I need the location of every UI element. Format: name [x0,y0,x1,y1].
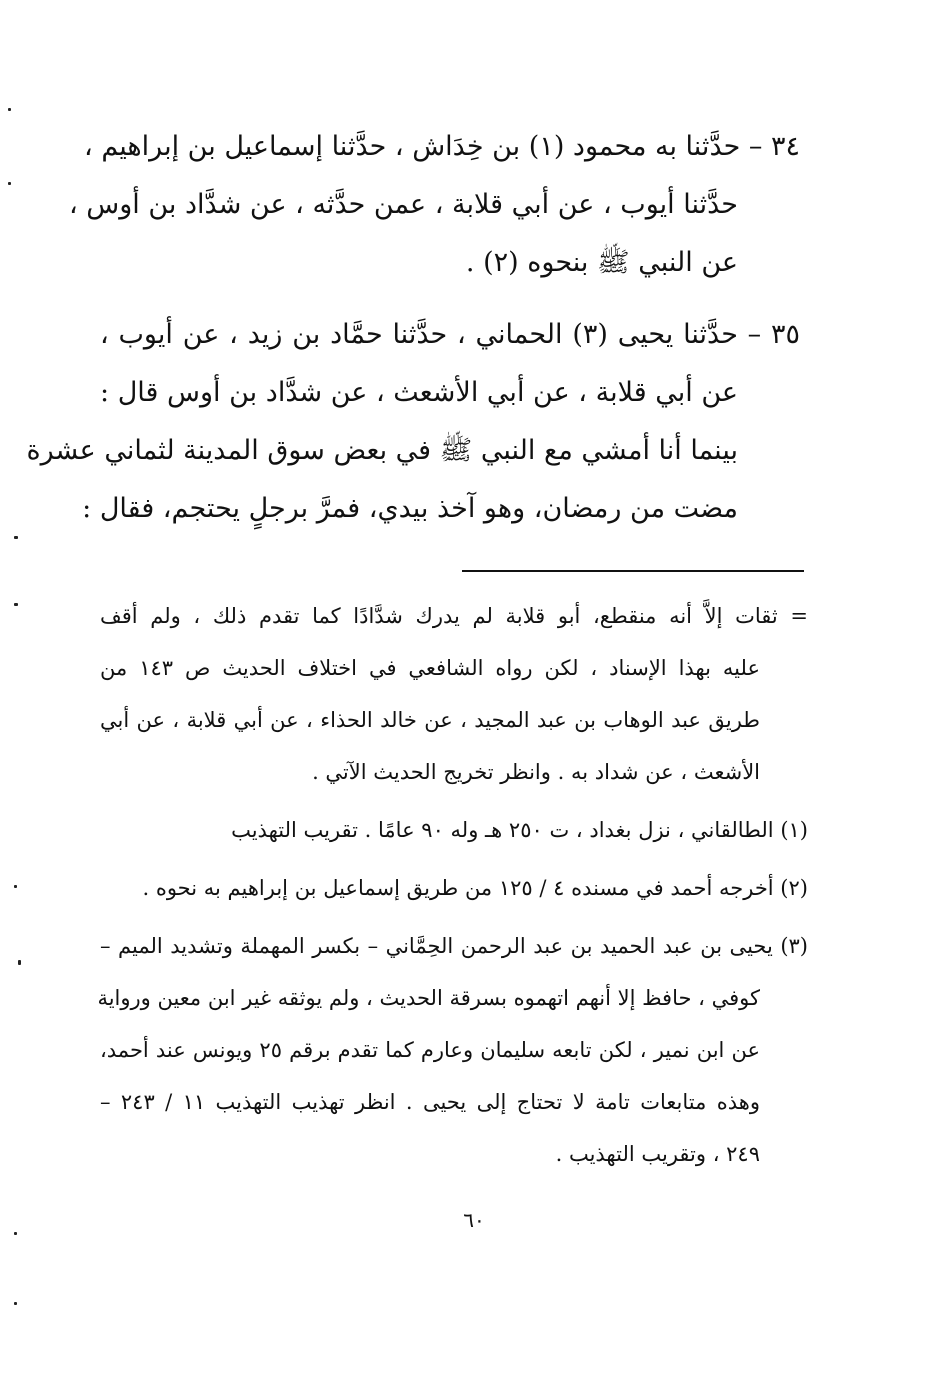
footnote-continued [100,590,808,798]
text-line: عن النبي ﷺ بنحوه (٢) . [465,247,738,278]
footnote-line: عليه بهذا الإسناد ، لكن رواه الشافعي في اختلاف الحديث ص ١٤٣ من [100,656,760,680]
hadith-35 [26,306,801,538]
footnote-line: وهذه متابعات تامة لا تحتاج إلى يحيى . انظر تهذيب التهذيب ١١ / ٢٤٣ – [100,1090,760,1114]
scan-speck [18,960,21,965]
scan-speck [14,1232,17,1235]
footnote-line: كوفي ، حافظ إلا أنهم اتهموه بسرقة الحديث ، ولم يوثقه غير ابن معين ورواية [97,986,760,1010]
scan-speck [8,182,11,185]
footnote-3 [97,920,808,1180]
footnote-line: (٣) يحيى بن عبد الحميد بن عبد الرحمن الحِمَّاني – بكسر المهملة وتشديد الميم – [100,934,808,958]
text-line: حدَّثنا أيوب ، عن أبي قلابة ، عمن حدَّثه ، عن شدَّاد بن أوس ، [68,189,738,220]
footnote-line: عن ابن نمير ، لكن تابعه سليمان وعارم كما تقدم برقم ٢٥ ويونس عند أحمد، [100,1038,760,1062]
text-line: عن أبي قلابة ، عن أبي الأشعث ، عن شدَّاد بن أوس قال : [100,377,738,408]
footnote-line: (٢) أخرجه أحمد في مسنده ٤ / ١٢٥ من طريق إسماعيل بن إبراهيم به نحوه . [142,876,808,900]
hadith-34 [68,118,800,292]
main-text [26,118,801,552]
scan-speck [14,536,18,539]
footnote-line: ٢٤٩ ، وتقريب التهذيب . [555,1142,760,1166]
footnote-line: (١) الطالقاني ، نزل بغداد ، ت ٢٥٠ هـ وله ٩٠ عامًا . تقريب التهذيب [231,818,808,842]
scan-speck [14,885,17,888]
text-line: ٣٤ – حدَّثنا به محمود (١) بن خِدَاش ، حدَّثنا إسماعيل بن إبراهيم ، [84,131,800,162]
footnote-separator [462,570,804,572]
scan-speck [8,108,11,111]
scan-speck [14,603,18,606]
scan-speck [14,1302,17,1305]
footnote-1 [100,804,808,856]
footnote-line: الأشعث ، عن شداد به . وانظر تخريج الحديث الآتي . [312,760,760,784]
footnote-line: = ثقات إلاَّ أنه منقطع، أبو قلابة لم يدرك شدَّادًا كما تقدم ذلك ، ولم أقف [100,604,808,628]
text-line: بينما أنا أمشي مع النبي ﷺ في بعض سوق المدينة لثماني عشرة [26,435,738,466]
text-line: ٣٥ – حدَّثنا يحيى (٣) الحماني ، حدَّثنا حمَّاد بن زيد ، عن أيوب ، [100,319,801,350]
footnote-line: طريق عبد الوهاب بن عبد المجيد ، عن خالد الحذاء ، عن أبي قلابة ، عن أبي [100,708,760,732]
text-line: مضت من رمضان، وهو آخذ بيدي، فمرَّ برجلٍ يحتجم، فقال : [82,493,738,524]
footnotes [97,590,808,1186]
footnote-2 [100,862,808,914]
page-number: ٦٠ [463,1208,485,1232]
